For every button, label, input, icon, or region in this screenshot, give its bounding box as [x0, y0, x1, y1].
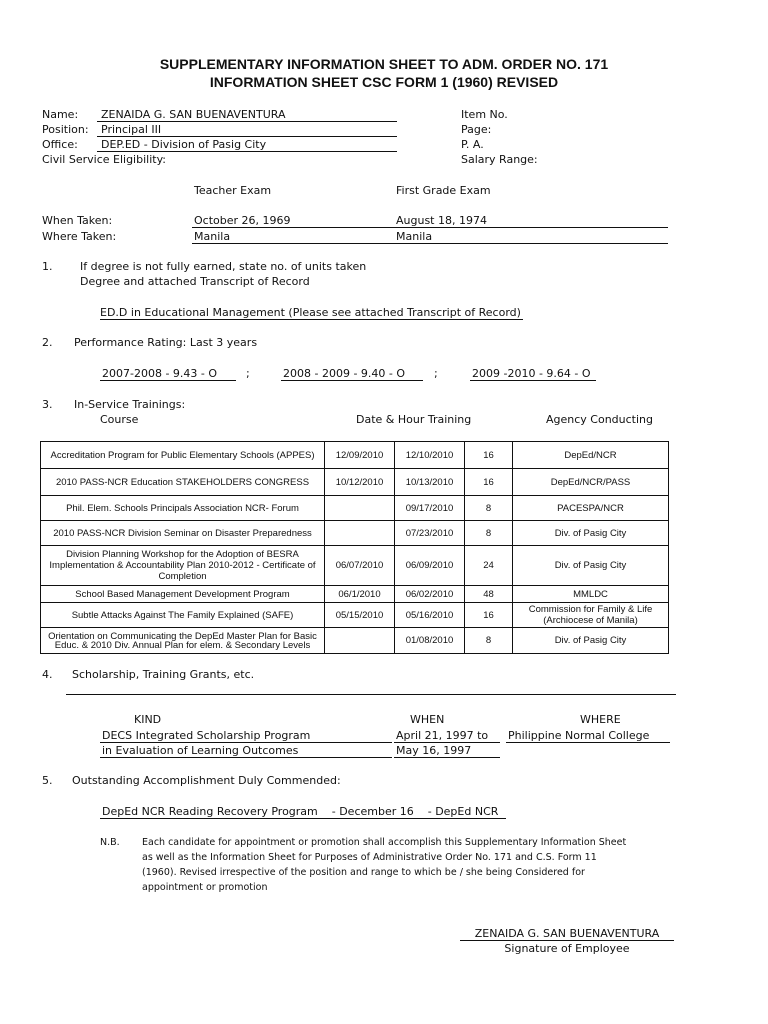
signature-name: ZENAIDA G. SAN BUENAVENTURA — [460, 927, 674, 941]
agency-cell: DepEd/NCR/PASS — [513, 469, 669, 496]
section4-number: 4. — [42, 668, 53, 681]
agency-cell: Div. of Pasig City — [513, 628, 669, 654]
rating-2007-2008: 2007-2008 - 9.43 - O — [100, 367, 236, 381]
hours-cell: 16 — [465, 442, 513, 469]
hours-cell: 8 — [465, 628, 513, 654]
date-to-cell: 06/02/2010 — [395, 586, 465, 603]
agency-cell: Commission for Family & Life (Archiocese of Manila) — [513, 603, 669, 628]
rating-2009-2010: 2009 -2010 - 9.64 - O — [470, 367, 596, 381]
table-row — [41, 496, 669, 521]
section1-line1: If degree is not fully earned, state no. of units taken — [80, 260, 367, 273]
table-row — [41, 546, 669, 586]
date-from-cell: 06/1/2010 — [325, 586, 395, 603]
course-header: Course — [100, 413, 139, 426]
date-from-cell — [325, 521, 395, 546]
course-cell: Phil. Elem. Schools Principals Association NCR- Forum — [41, 496, 325, 521]
agency-cell: MMLDC — [513, 586, 669, 603]
rating-separator-1: ; — [246, 367, 250, 380]
degree-field: ED.D in Educational Management (Please see attached Transcript of Record) — [100, 306, 521, 319]
scholarship-kind-line1: DECS Integrated Scholarship Program — [100, 729, 392, 743]
item-no-label: Item No. — [461, 108, 508, 121]
teacher-exam-when: October 26, 1969 — [192, 214, 394, 228]
accomplishment-label: Outstanding Accomplishment Duly Commended: — [72, 774, 341, 787]
position-field: Principal III — [97, 123, 397, 137]
section1-line2: Degree and attached Transcript of Record — [80, 275, 310, 288]
name-field: ZENAIDA G. SAN BUENAVENTURA — [97, 108, 397, 122]
date-hour-header: Date & Hour Training — [356, 413, 472, 426]
section5-number: 5. — [42, 774, 53, 787]
hours-cell: 24 — [465, 546, 513, 586]
course-cell: Division Planning Workshop for the Adoption of BESRA Implementation & Accountability Plan 2010-2012 - Certificate of Completion — [41, 546, 325, 586]
course-cell: Subtle Attacks Against The Family Explained (SAFE) — [41, 603, 325, 628]
where-taken-label: Where Taken: — [42, 230, 117, 243]
date-from-cell — [325, 628, 395, 654]
trainings-table — [40, 441, 669, 654]
table-row — [41, 469, 669, 496]
course-cell: 2010 PASS-NCR Division Seminar on Disaster Preparedness — [41, 521, 325, 546]
nb-line2: as well as the Information Sheet for Purposes of Administrative Order No. 171 and C.S. Form 11 — [142, 852, 597, 863]
course-cell: Accreditation Program for Public Elementary Schools (APPES) — [41, 442, 325, 469]
date-to-cell: 12/10/2010 — [395, 442, 465, 469]
agency-header: Agency Conducting — [546, 413, 654, 426]
scholarship-kind-line2: in Evaluation of Learning Outcomes — [100, 744, 392, 758]
section2-number: 2. — [42, 336, 53, 349]
section3-number: 3. — [42, 398, 53, 411]
name-label: Name: — [42, 108, 79, 121]
kind-header: KIND — [134, 713, 162, 726]
first-grade-exam-header: First Grade Exam — [396, 184, 491, 197]
course-cell: Orientation on Communicating the DepEd Master Plan for Basic Educ. & 2010 Div. Annual Plan for elem. & Secondary Levels — [41, 628, 325, 654]
date-to-cell: 01/08/2010 — [395, 628, 465, 654]
first-grade-exam-when: August 18, 1974 — [394, 214, 668, 228]
date-from-cell: 06/07/2010 — [325, 546, 395, 586]
date-to-cell: 05/16/2010 — [395, 603, 465, 628]
date-to-cell: 07/23/2010 — [395, 521, 465, 546]
table-row — [41, 586, 669, 603]
date-from-cell: 12/09/2010 — [325, 442, 395, 469]
agency-cell: PACESPA/NCR — [513, 496, 669, 521]
section1-number: 1. — [42, 260, 53, 273]
salary-range-label: Salary Range: — [461, 153, 538, 166]
scholarship-divider — [66, 694, 676, 695]
eligibility-label: Civil Service Eligibility: — [42, 153, 166, 166]
teacher-exam-where: Manila — [192, 230, 394, 244]
course-cell: 2010 PASS-NCR Education STAKEHOLDERS CONGRESS — [41, 469, 325, 496]
pa-label: P. A. — [461, 138, 484, 151]
date-to-cell: 09/17/2010 — [395, 496, 465, 521]
table-row — [41, 442, 669, 469]
hours-cell: 16 — [465, 603, 513, 628]
teacher-exam-header: Teacher Exam — [194, 184, 272, 197]
document-title-line2: INFORMATION SHEET CSC FORM 1 (1960) REVISED — [209, 74, 559, 90]
course-cell: School Based Management Development Program — [41, 586, 325, 603]
rating-2008-2009: 2008 - 2009 - 9.40 - O — [281, 367, 423, 381]
scholarship-when-line1: April 21, 1997 to — [394, 729, 500, 743]
scholarship-when-line2: May 16, 1997 — [394, 744, 500, 758]
nb-line4: appointment or promotion — [142, 882, 268, 893]
nb-line1: Each candidate for appointment or promotion shall accomplish this Supplementary Information Sheet — [142, 837, 627, 848]
date-from-cell: 05/15/2010 — [325, 603, 395, 628]
in-service-trainings-label: In-Service Trainings: — [74, 398, 186, 411]
rating-separator-2: ; — [434, 367, 438, 380]
signature-label: Signature of Employee — [504, 942, 630, 955]
when-header: WHEN — [410, 713, 445, 726]
performance-rating-label: Performance Rating: Last 3 years — [74, 336, 258, 349]
nb-line3: (1960). Revised irrespective of the position and range to which be / she being Considered for — [142, 867, 585, 878]
date-to-cell: 06/09/2010 — [395, 546, 465, 586]
hours-cell: 48 — [465, 586, 513, 603]
first-grade-exam-where: Manila — [394, 230, 668, 244]
table-row — [41, 521, 669, 546]
hours-cell: 16 — [465, 469, 513, 496]
hours-cell: 8 — [465, 496, 513, 521]
date-to-cell: 10/13/2010 — [395, 469, 465, 496]
scholarship-label: Scholarship, Training Grants, etc. — [72, 668, 255, 681]
office-field: DEP.ED - Division of Pasig City — [97, 138, 397, 152]
nb-label: N.B. — [100, 837, 120, 848]
page-label: Page: — [461, 123, 492, 136]
agency-cell: Div. of Pasig City — [513, 521, 669, 546]
table-row — [41, 628, 669, 654]
scholarship-where-line1: Philippine Normal College — [506, 729, 670, 743]
agency-cell: Div. of Pasig City — [513, 546, 669, 586]
document-title-line1: SUPPLEMENTARY INFORMATION SHEET TO ADM. ORDER NO. 171 — [159, 56, 609, 72]
table-row — [41, 603, 669, 628]
office-label: Office: — [42, 138, 78, 151]
agency-cell: DepEd/NCR — [513, 442, 669, 469]
date-from-cell — [325, 496, 395, 521]
accomplishment-field: DepEd NCR Reading Recovery Program - December 16 - DepEd NCR — [100, 805, 506, 819]
when-taken-label: When Taken: — [42, 214, 113, 227]
hours-cell: 8 — [465, 521, 513, 546]
date-from-cell: 10/12/2010 — [325, 469, 395, 496]
where-header: WHERE — [580, 713, 621, 726]
position-label: Position: — [42, 123, 89, 136]
